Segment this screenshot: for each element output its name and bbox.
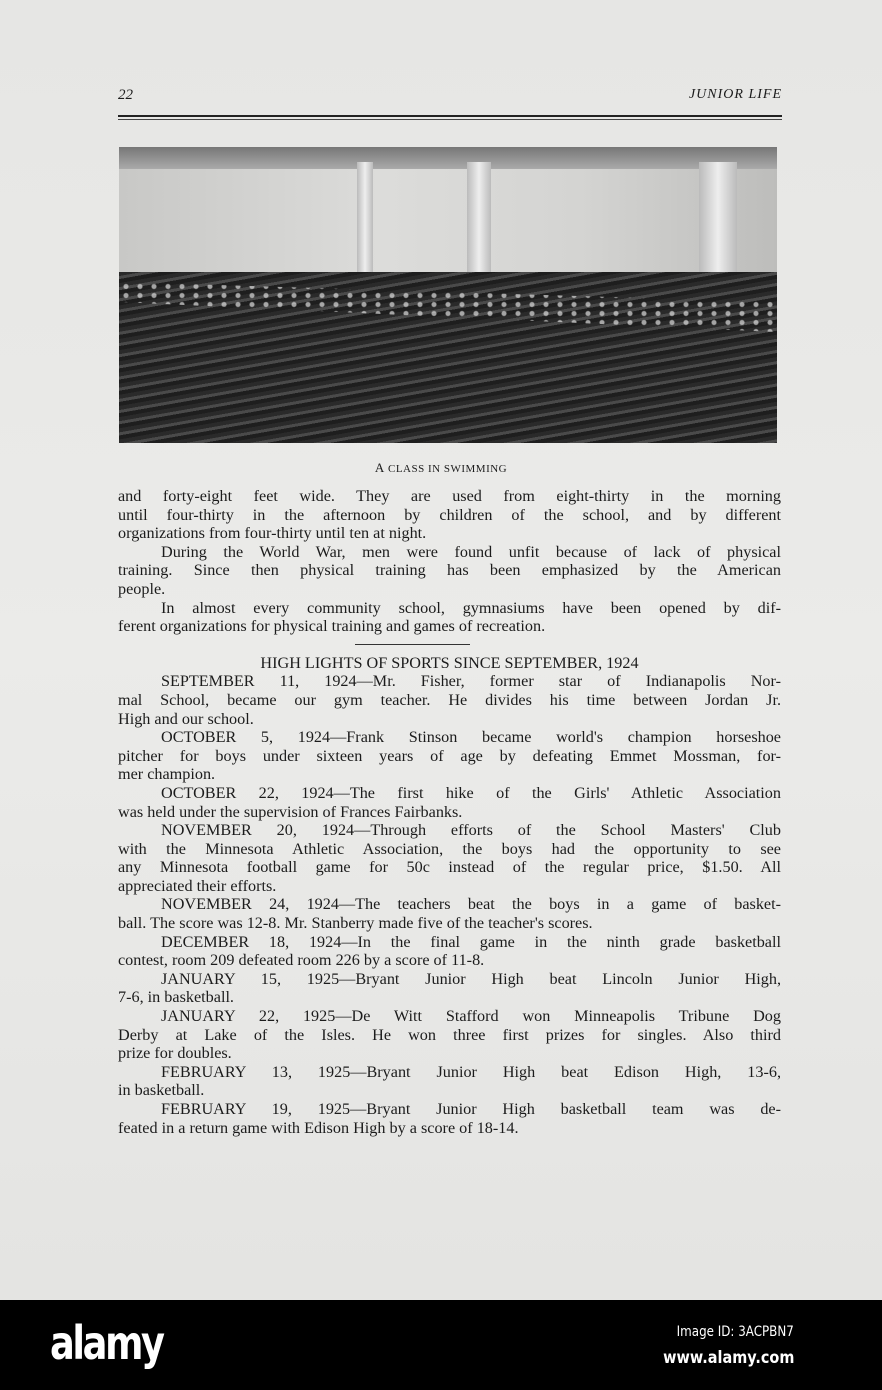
text-line: ball. The score was 12-8. Mr. Stanberry made five of the teacher's scores. [118, 914, 593, 933]
text-line: High and our school. [118, 709, 254, 728]
text-line: SEPTEMBER 11, 1924—Mr. Fisher, former star of Indianapolis Nor- [161, 672, 781, 691]
photo-column [467, 162, 491, 287]
text-line: OCTOBER 5, 1924—Frank Stinson became world's champion horseshoe [161, 728, 781, 747]
text-line: ferent organizations for physical training and games of recreation. [118, 617, 546, 636]
text-line: organizations from four-thirty until ten at night. [118, 524, 427, 543]
text-line: and forty-eight feet wide. They are used from eight-thirty in the morning [118, 487, 781, 505]
text-line: FEBRUARY 13, 1925—Bryant Junior High beat Edison High, 13-6, [161, 1062, 781, 1081]
text-line: NOVEMBER 24, 1924—The teachers beat the boys in a game of basket- [161, 895, 781, 914]
article-body [118, 487, 781, 1137]
text-line: FEBRUARY 19, 1925—Bryant Junior High basketball team was de- [161, 1100, 781, 1118]
photo-caption [0, 460, 882, 476]
text-line: JANUARY 22, 1925—De Witt Stafford won Minneapolis Tribune Dog [161, 1007, 781, 1026]
running-title: JUNIOR LIFE [688, 87, 782, 102]
text-line: until four-thirty in the afternoon by children of the school, and by different [118, 505, 781, 524]
text-line: pitcher for boys under sixteen years of age by defeating Emmet Mossman, for- [118, 746, 781, 765]
text-line: feated in a return game with Edison High by a score of 18-14. [118, 1118, 519, 1137]
text-line: In almost every community school, gymnasiums have been opened by dif- [161, 598, 781, 617]
text-line: During the World War, men were found unfit because of lack of physical [161, 542, 781, 561]
text-line: with the Minnesota Athletic Association, the boys had the opportunity to see [118, 839, 781, 858]
photo-column [357, 162, 373, 274]
image-id: Image ID: 3ACPBN7 [676, 1324, 794, 1340]
text-line: prize for doubles. [118, 1044, 232, 1063]
text-line: contest, room 209 defeated room 226 by a score of 11-8. [118, 951, 485, 970]
text-line: Derby at Lake of the Isles. He won three first prizes for singles. Also third [118, 1025, 781, 1044]
caption-initial: A [374, 460, 385, 475]
header-rule-thin [118, 119, 782, 120]
text-line: OCTOBER 22, 1924—The first hike of the Girls' Athletic Association [161, 783, 781, 802]
text-line: JANUARY 15, 1925—Bryant Junior High beat Lincoln Junior High, [161, 969, 781, 988]
text-line: DECEMBER 18, 1924—In the final game in the ninth grade basketball [161, 932, 781, 951]
photo-ceiling [119, 147, 777, 169]
text-line: in basketball. [118, 1081, 205, 1100]
swimming-class-photo [119, 147, 777, 443]
text-line: any Minnesota football game for 50c instead of the regular price, $1.50. All [118, 858, 781, 877]
text-line: 7-6, in basketball. [118, 988, 234, 1007]
website-link: www.alamy.com [662, 1348, 794, 1368]
text-line: was held under the supervision of Frances Fairbanks. [118, 802, 463, 821]
text-line: mer champion. [118, 765, 216, 784]
caption-text: CLASS IN SWIMMING [384, 463, 508, 475]
text-line: training. Since then physical training has been emphasized by the American [118, 561, 781, 580]
section-heading: HIGH LIGHTS OF SPORTS SINCE SEPTEMBER, 1924 [260, 653, 639, 672]
header-rule [118, 115, 782, 117]
section-divider [355, 644, 470, 645]
alamy-logo: alamy [50, 1316, 163, 1370]
text-line: people. [118, 579, 166, 598]
text-line: appreciated their efforts. [118, 876, 277, 895]
text-line: mal School, became our gym teacher. He divides his time between Jordan Jr. [118, 690, 781, 709]
text-line: NOVEMBER 20, 1924—Through efforts of the School Masters' Club [161, 821, 781, 840]
page-number: 22 [118, 87, 133, 103]
watermark-footer [0, 1300, 882, 1390]
